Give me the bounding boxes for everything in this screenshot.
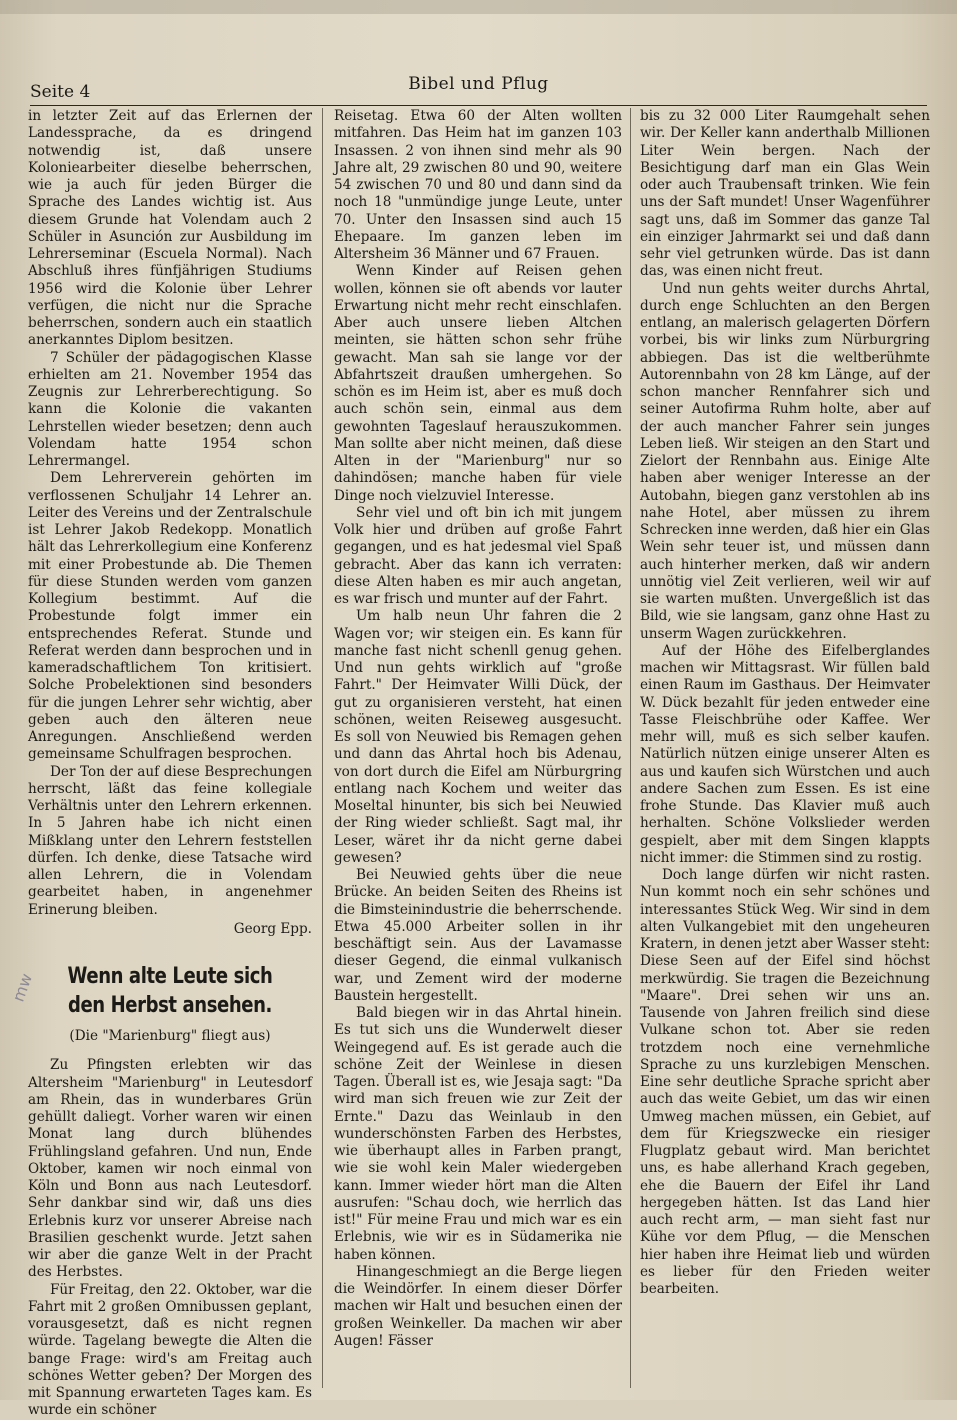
column-2 — [334, 108, 622, 1398]
article2-subtitle: (Die "Marienburg" fliegt aus) — [69, 1028, 271, 1044]
article2-paragraph: bis zu 32 000 Liter Raumgehalt sehen wir. Der Keller kann anderthalb Millionen Liter Wein bergen. Nach der Besichtigung darf man ein Glas Wein oder auch Traubensaft trinken. Wie fein uns der Saft mundet! Unser Wagenführer sagt uns, daß im Sommer das ganze Tal ein einziger Jahrmarkt sei und daß dann sehr viel getrunken würde. Das ist dann das, was einen nicht freut. — [640, 108, 930, 280]
article1-paragraph: Der Ton der auf diese Besprechungen herrscht, läßt das feine kollegiale Verhältnis unter den Lehrern erkennen. In 5 Jahren habe ich nicht einen Mißklang unter den Lehrern feststellen dürfen. Ich denke, diese Tatsache wird allen Lehrern, die in Volendam gearbeitet haben, in angenehmer Erinerung bleiben. — [28, 763, 312, 918]
article2-paragraph: Doch lange dürfen wir nicht rasten. Nun kommt noch ein sehr schönes und interessantes Stück Weg. Wir sind in dem alten Vulkangebiet mit den ungeheuren Kratern, in denen jetzt aber Wasser steht: Diese Seen auf der Eifel sind höchst merkwürdig. Sie tragen die Bezeichnung "Maare". Drei sehen wir uns an. Tausende von Jahren freilich sind diese Vulkane schon tot. Aber sie reden trotzdem noch eine vernehmliche Sprache zu uns kurzlebigen Menschen. Eine sehr deutliche Sprache spricht aber auch das weite Gebiet, um das wir einen Umweg machen müssen, ein Gebiet, auf dem für Kriegszwecke ein riesiger Flugplatz gebaut wird. Man berichtet uns, es habe allerhand Krach gegeben, ehe die Bauern der Eifel ihr Land hergegeben hätten. Ist das Land hier auch recht arm, — man sieht fast nur Kühe vor dem Pflug, — die Menschen hier haben ihre Heimat lieb und würden es lieber für den Frieden weiter bearbeiten. — [640, 867, 930, 1297]
article2-title: Wenn alte Leute sich den Herbst ansehen. — [67, 964, 273, 1018]
masthead: Bibel und Pflug — [408, 74, 549, 94]
handwritten-margin-note: mw — [8, 970, 37, 1005]
column-divider-2 — [630, 108, 631, 1388]
article2-paragraph: Und nun gehts weiter durchs Ahrtal, durch enge Schluchten an den Bergen entlang, an malerisch gelagerten Dörfern vorbei, bis wir links zum Nürburgring abbiegen. Das ist die weltberühmte Autorennbahn von 28 km Länge, auf der schon mancher Rennfahrer sich und seiner Autofirma Ruhm holte, aber auf der auch mancher Fahrer sein junges Leben ließ. Wir steigen an den Start und Zielort der Rennbahn aus. Einige Alte haben aber weniger Interesse an der Autobahn, biegen ganz verstohlen ab ins nahe Hotel, aber müssen zu ihrem Schrecken inne werden, daß hier ein Glas Wein sehr teuer ist, und müssen dann auch hinterher merken, daß wir andern unnötig viel Zeit verlieren, weil wir auf sie warten mußten. Unvergeßlich ist das Bild, wie sie langsam, ganz ohne Hast zu unserm Wagen zurückkehren. — [640, 280, 930, 642]
article2-paragraph: Bald biegen wir in das Ahrtal hinein. Es tut sich uns die Wunderwelt dieser Weingegend auf. Es ist gerade auch die schöne Zeit der Weinlese in diesen Tagen. Überall ist es, wie Jesaja sagt: "Da wird man sich freuen wie zur Zeit der Ernte." Dazu das Weinlaub in den wunderschönsten Farben des Herbstes, wie überhaupt alles in Farben prangt, wie sie wohl kein Maler wiedergeben kann. Immer wieder hört man die Alten ausrufen: "Schau doch, wie herrlich das ist!" Für meine Frau und mich war es ein Erlebnis, wie wir es in Südamerika nie haben können. — [334, 1005, 622, 1263]
article1-author: Georg Epp. — [233, 920, 312, 937]
article2-paragraph: Bei Neuwied gehts über die neue Brücke. An beiden Seiten des Rheins ist die Bimsteinindustrie die beherrschende. Etwa 45.000 Arbeiter sollen in ihr beschäftigt sein. Aus der Lavamasse dieser Gegend, die einmal vulkanisch war, und Zement wird der moderne Baustein hergestellt. — [334, 867, 622, 1004]
page-header — [30, 74, 927, 106]
header-rule — [30, 105, 927, 106]
article1-paragraph: 7 Schüler der pädagogischen Klasse erhielten am 21. November 1954 das Zeugnis zur Lehrerberechtigung. So kann die Kolonie die vakanten Lehrstellen wieder besetzen; denn auch Volendam hatte 1954 schon Lehrermangel. — [28, 349, 312, 469]
article2-paragraph: Wenn Kinder auf Reisen gehen wollen, können sie oft abends vor lauter Erwartung nicht mehr recht einschlafen. Aber auch unsere lieben Altchen meinten, sie hätten schon sehr frühe gewacht. Man sah sie lange vor der Abfahrtszeit draußen umhergehen. So schön es im Heim ist, aber es muß doch auch schön sein, einmal aus dem gewohnten Tageslauf herauszukommen. Man sollte aber nicht meinen, daß diese Alten in der "Marienburg" nur so dahindösen; manche haben für viele Dinge noch vielzuviel Interesse. — [334, 263, 622, 504]
article2-paragraph: Zu Pfingsten erlebten wir das Altersheim "Marienburg" in Leutesdorf am Rhein, das in wunderbares Grün gehüllt daliegt. Vorher waren wir einen Monat lang durch blühendes Frühlingsland gefahren. Und nun, Ende Oktober, kamen wir noch einmal von Köln und Bonn aus nach Leutesdorf. Sehr dankbar sind wir, daß uns dies Erlebnis kurz vor unserer Abreise nach Brasilien geschenkt wurde. Jetzt sahen wir aber die ganze Welt in der Pracht des Herbstes. — [28, 1057, 312, 1281]
article2-paragraph: Hinangeschmiegt an die Berge liegen die Weindörfer. In einem dieser Dörfer machen wir Halt und besuchen einen der großen Weinkeller. Da machen wir aber Augen! Fässer — [334, 1263, 622, 1349]
article2-paragraph: Reisetag. Etwa 60 der Alten wollten mitfahren. Das Heim hat im ganzen 103 Insassen. 2 von ihnen sind mehr als 90 Jahre alt, 29 zwischen 80 und 90, weitere 54 zwischen 70 und 80 und dann sind da noch 18 "unmündige junge Leute, unter 70. Unter den Insassen sind auch 15 Ehepaare. Im ganzen leben im Altersheim 36 Männer und 67 Frauen. — [334, 108, 622, 262]
article1-paragraph: in letzter Zeit auf das Erlernen der Landessprache, da es dringend notwendig ist, daß unsere Koloniearbeiter dieselbe beherrschen, wie ja auch für jeden Bürger die Sprache des Landes wichtig ist. Aus diesem Grunde hat Volendam auch 2 Schüler in Asunción zur Ausbildung im Lehrerseminar (Escuela Normal). Nach Abschluß ihres fünfjährigen Studiums 1956 wird die Kolonie über Lehrer verfügen, die nicht nur die Sprache beherrschen, sondern auch ein staatlich anerkanntes Diplom besitzen. — [28, 108, 312, 349]
article1-paragraph: Dem Lehrerverein gehörten im verflossenen Schuljahr 14 Lehrer an. Leiter des Vereins und der Zentralschule ist Lehrer Jakob Redekopp. Monatlich hält das Lehrerkollegium eine Konferenz mit einer Probestunde ab. Die Themen für diese Stunden werden vom ganzen Kollegium bestimmt. Auf die Probestunde folgt immer ein entsprechendes Referat. Stunde und Referat werden dann besprochen und in kameradschaftlichem Ton kritisiert. Solche Probelektionen sind besonders für die jungen Lehrer sehr wichtig, aber geben auch den älteren neue Anregungen. Anschließend werden gemeinsame Schulfragen besprochen. — [28, 470, 312, 763]
column-3 — [640, 108, 930, 1398]
article2-paragraph: Für Freitag, den 22. Oktober, war die Fahrt mit 2 großen Omnibussen geplant, vorausgesetzt, daß es nicht regnen würde. Tagelang bewegte die Alten die bange Frage: wird's am Freitag auch schönes Wetter geben? Der Morgen des mit Spannung erwarteten Tages kam. Es wurde ein schöner — [28, 1281, 312, 1419]
article2-paragraph: Sehr viel und oft bin ich mit jungem Volk hier und drüben auf große Fahrt gegangen, und es hat jedesmal viel Spaß gebracht. Aber das kann ich verraten: diese Alten haben es mir auch angetan, es war frisch und munter auf der Fahrt. — [334, 504, 622, 607]
article2-paragraph: Um halb neun Uhr fahren die 2 Wagen vor; wir steigen ein. Es kann für manche fast nicht schenll genug gehen. Und nun gehts wirklich auf "große Fahrt." Der Heimvater Willi Dück, der gut zu organisieren versteht, hat einen schönen, weiten Reiseweg ausgesucht. Es soll von Neuwied bis Remagen gehen und dann das Ahrtal hoch bis Adenau, von dort durch die Eifel am Nürburgring entlang nach Kochem und weiter das Moseltal hinunter, bis sich bei Neuwied der Ring wieder schließt. Sagt mal, ihr Leser, wäret ihr da nicht gerne dabei gewesen? — [334, 608, 622, 866]
column-divider-1 — [322, 108, 323, 1388]
article2-paragraph: Auf der Höhe des Eifelberglandes machen wir Mittagsrast. Wir füllen bald einen Raum im Gasthaus. Der Heimvater W. Dück bezahlt für jeden entweder eine Tasse Fleischbrühe oder Kaffee. Wer mehr will, muß es sich selber kaufen. Natürlich nützen einige unserer Alten es aus und kaufen sich Würstchen und auch andere Sachen zum Essen. Es ist eine frohe Stunde. Das Klavier muß auch herhalten. Schöne Volkslieder werden gespielt, aber mit dem Singen klappts nicht immer: die Stimmen sind zu rostig. — [640, 642, 930, 866]
scan-top-edge — [0, 0, 957, 14]
page-number: Seite 4 — [30, 82, 91, 102]
column-1 — [28, 108, 312, 1419]
